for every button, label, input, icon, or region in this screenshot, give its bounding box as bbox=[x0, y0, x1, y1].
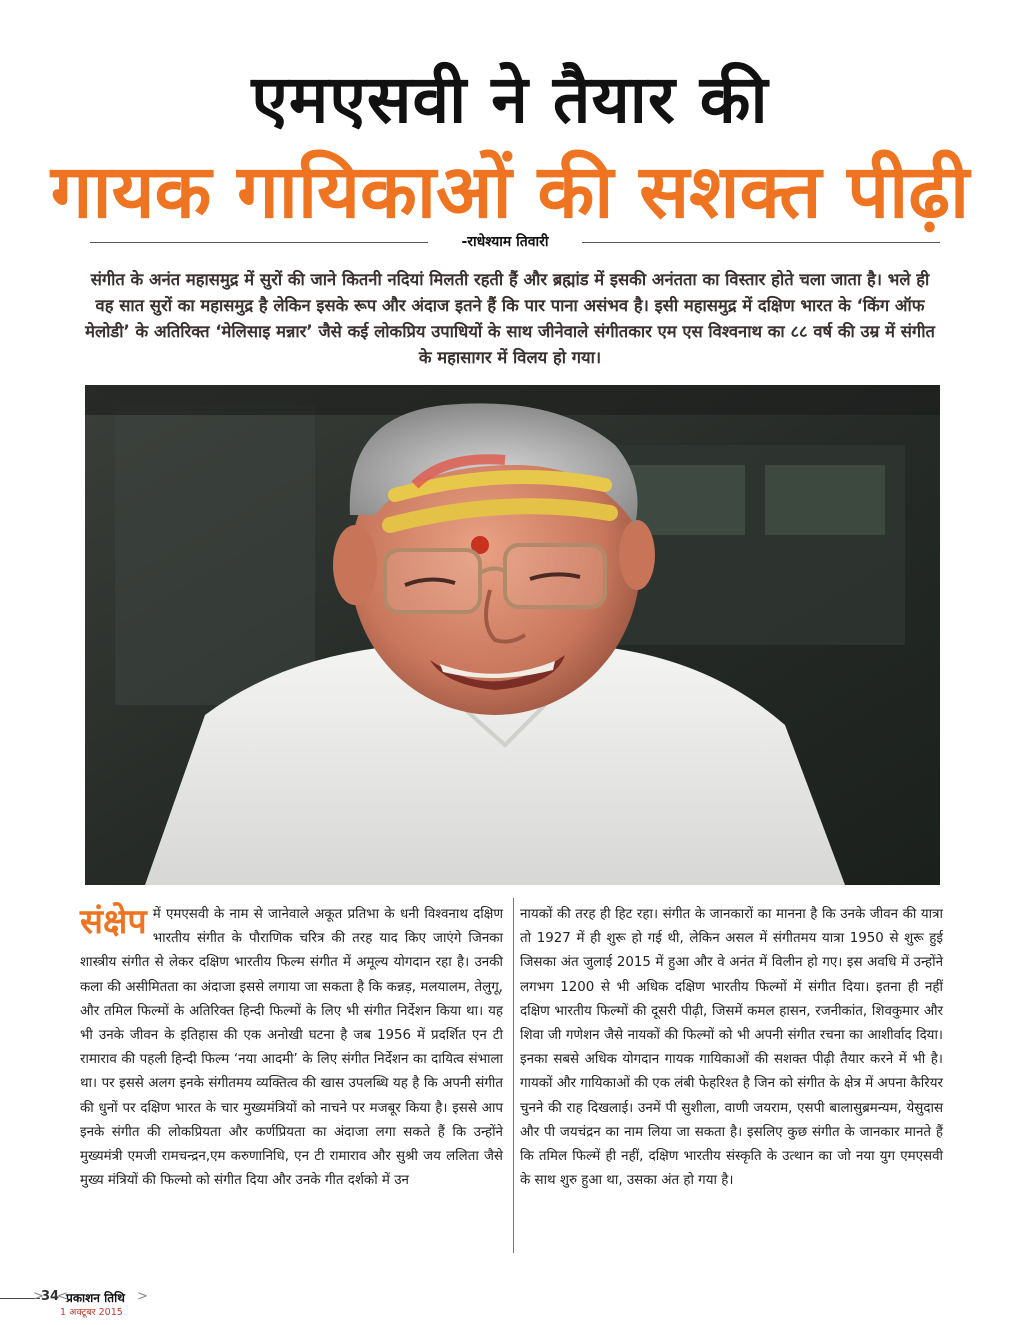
page-number: 34 bbox=[41, 1289, 60, 1304]
footer-bracket-mid: < bbox=[57, 1289, 68, 1304]
body-column-right: नायकों की तरह ही हिट रहा। संगीत के जानकारों का मानना है कि उनके जीवन की यात्रा तो 1927 में ही शुरू हो गई थी, लेकिन असल में संगीतमय यात्रा 1950 से शुरू हुई जिसका अंत जुलाई 2015 में हुआ और वे अनंत में विलीन हो गए। इस अवधि में उन्होंने लगभग 1200 से भी अधिक दक्षिण भारतीय फिल्मों में संगीत दिया। इतना ही नहीं दक्षिण भारतीय फिल्मों की दूसरी पीढ़ी, जिसमें कमल हासन, रजनीकांत, शिवकुमार और शिवा जी गणेशन जैसे नायकों की फिल्मों को भी अपनी संगीत रचना का आशीर्वाद दिया। इनका सबसे अधिक योगदान गायक गायिकाओं की सशक्त पीढ़ी तैयार करने में भी है। गायकों और गायिकाओं की एक लंबी फेहरिश्त है जिन को संगीत के क्षेत्र में अपना कैरियर चुनने की राह दिखलाई। उनमें पी सुशीला, वाणी जयराम, एसपी बालासुब्रमन्यम, येसुदास और पी जयचंद्रन का नाम लिया जा सकता है। इसलिए कुछ संगीत के जानकार मानते हैं कि तमिल फिल्में ही नहीं, दक्षिण भारतीय संस्कृति के उत्थान का जो नया युग एमएसवी के साथ शुरु हुआ था, उसका अंत हो गया है। bbox=[520, 907, 943, 1189]
byline-rule-left bbox=[90, 242, 428, 243]
headline-line-1: एमएसवी ने तैयार की bbox=[251, 61, 769, 138]
body-column-left bbox=[80, 903, 503, 1193]
byline-row bbox=[90, 232, 940, 252]
footer-magazine-label: प्रकाशन तिथि bbox=[66, 1291, 125, 1305]
dropcap: संक्षेप bbox=[80, 902, 147, 942]
intro-paragraph: संगीत के अनंत महासमुद्र में सुरों की जाने कितनी नदियां मिलती रहती हैं और ब्रह्मांड में इसकी अनंतता का विस्तार होते चला जाता है। भले ही वह सात सुरों का महासमुद्र है लेकिन इसके रूप और अंदाज इतने हैं कि पार पाना असंभव है। इसी महासमुद्र में दक्षिण भारत के ‘किंग ऑफ मेलोडी’ के अतिरिक्त ‘मेलिसाइ मन्नार’ जैसे कई लोकप्रिय उपाधियों के साथ जीनेवाले संगीतकार एम एस विश्वनाथ का ८८ वर्ष की उम्र में संगीत के महासागर में विलय हो गया। bbox=[85, 270, 935, 367]
body-column-left-text: में एमएसवी के नाम से जानेवाले अकूत प्रतिभा के धनी विश्वनाथ दक्षिण भारतीय संगीत के पौराणिक चरित्र की तरह याद किए जाएंगे जिनका शास्त्रीय संगीत से लेकर दक्षिण भारतीय फिल्म संगीत में अमूल्य योगदान रहा है। उनकी कला की असीमितता का अंदाजा इससे लगाया जा सकता है कि कन्नड़, मलयालम, तेलुगू, और तमिल फिल्मों के अतिरिक्त हिन्दी फिल्मों के लिए भी संगीत निर्देशन किया था। यह भी उनके जीवन के इतिहास की एक अनोखी घटना है जब 1956 में प्रदर्शित एन टी रामाराव की पहली हिन्दी फिल्म ‘नया आदमी’ के लिए संगीत निर्देशन का दायित्व संभाला था। पर इससे अलग इनके संगीतमय व्यक्तित्व की खास उपलब्धि यह है कि अपनी संगीत की धुनों पर दक्षिण भारत के चार मुख्यमंत्रियों को नाचने पर मजबूर किया है। इससे आप इनके संगीत की लोकप्रियता और कर्णप्रियता का अंदाजा लगा सकते हैं कि उन्होंने मुख्यमंत्री एमजी रामचन्द्रन,एम करुणानिधि, एन टी रामाराव और सुश्री जय ललिता जैसे मुख्य मंत्रियों की फिल्मो को संगीत दिया और उनके गीत दर्शको में उन bbox=[80, 907, 503, 1189]
footer-date: 1 अक्टूबर 2015 bbox=[60, 1307, 123, 1318]
byline-rule-right bbox=[582, 242, 940, 243]
footer-bracket-left: > bbox=[33, 1289, 44, 1304]
portrait-illustration bbox=[85, 385, 940, 885]
column-divider bbox=[513, 898, 514, 1253]
byline: -राधेश्याम तिवारी bbox=[461, 234, 549, 250]
portrait-photo bbox=[85, 385, 940, 885]
footer-bracket-right: > bbox=[137, 1289, 148, 1304]
headline-line-2: गायक गायिकाओं की सशक्त पीढ़ी bbox=[50, 149, 970, 235]
